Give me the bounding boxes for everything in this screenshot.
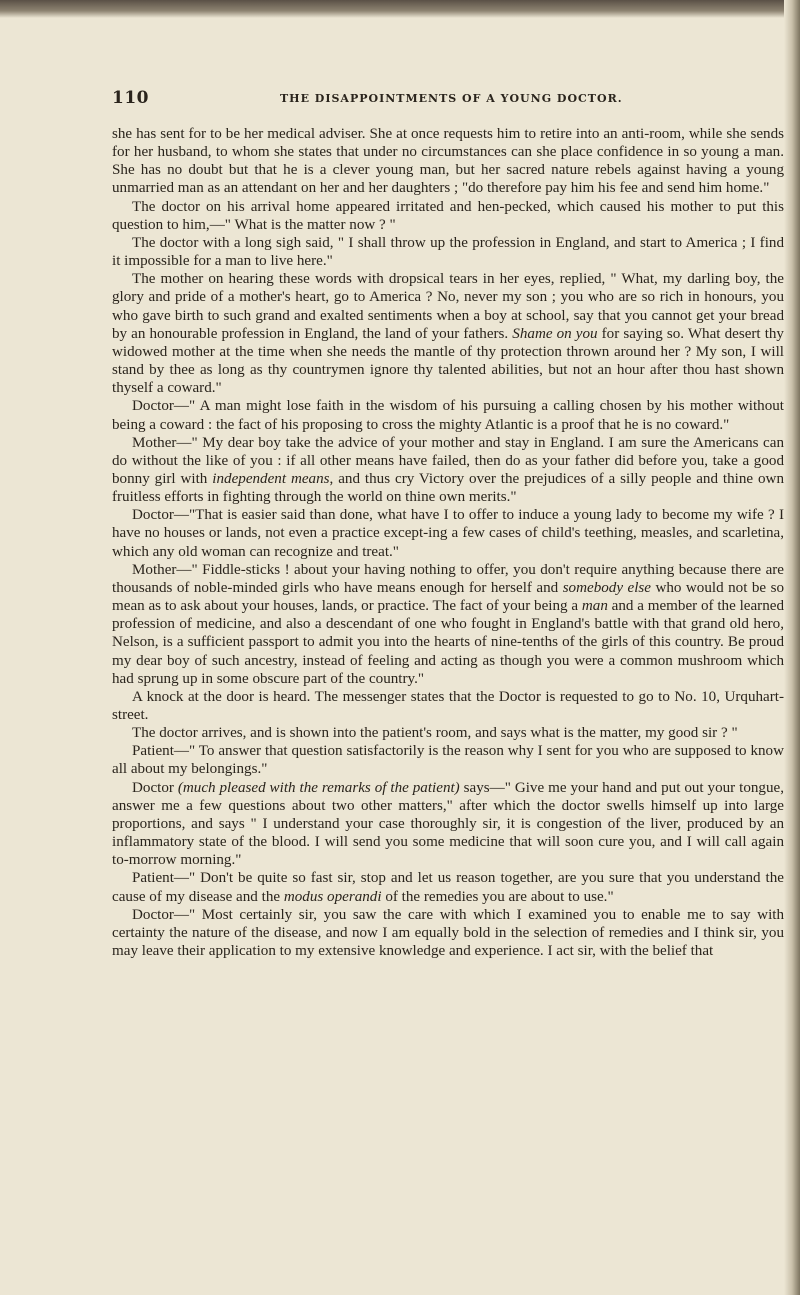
text-run: Mother—" Fiddle-sticks ! about your having nothing to offer, you don't require anything because there are thousands of noble-minded girls who have means enough for herself and [112,561,784,596]
text-run: says—" Give me your hand and put out your tongue, answer me a few questions about two other matters," after which the doctor swells himself up into large proportions, and says " I understand your case thoroughly sir, it is congestion of the liver, produced by an inflammatory state of the blood. I will send you some medicine that will soon cure you, and I will call again to-morrow morning." [112,779,785,869]
italic-text: Shame on you [512,325,598,342]
text-run: for saying so. What desert thy widowed mother at the time when she needs the mantle of thy protection thrown around her ? My son, I will stand by thee as long as thy countrymen ignore thy talented abilities, but not an hour after thou hast shown thyself a coward." [112,325,784,397]
text-run: Patient—" To answer that question satisfactorily is the reason why I sent for you who are supposed to know all about my belongings." [112,743,784,778]
paragraph-p14 [112,906,784,960]
text-run: Doctor—" Most certainly sir, you saw the care with which I examined you to enable me to say with certainty the nature of the disease, and now I am equally bold in the selection of remedies and I think sir, you may leave their application to my extensive knowledge and experience. I act sir, with the belief that [112,906,784,960]
text-run: Doctor [132,779,178,796]
text-run: The doctor arrives, and is shown into the patient's room, and says what is the matter, my good sir ? " [132,725,738,742]
page-gutter-shadow [784,0,800,1295]
text-run: and a member of the learned profession of medicine, and also a descendant of one who fought in England's battle with that grand old hero, Nelson, is a sufficient passport to admit you into the hearts of nine-tenths of the girls of this country. Be proud my dear boy of such ancestry, instead of feeling and acting as though you were a common mushroom which had sprung up in some obscure part of the country." [112,598,784,687]
italic-text: man [581,598,608,615]
text-run: , and thus cry Victory over the prejudices of a silly people and thine own fruitless efforts in fighting through the world on thine own merits." [112,470,785,506]
paragraph-p10 [112,724,784,742]
paragraph-p7 [112,506,784,560]
paragraph-p6 [112,434,784,507]
italic-text: modus operandi [283,888,382,905]
page-number: 110 [112,88,149,108]
page-header [112,88,788,112]
paragraph-p2 [112,198,784,234]
running-head: THE DISAPPOINTMENTS OF A YOUNG DOCTOR. [280,92,623,105]
text-run: The mother on hearing these words with dropsical tears in her eyes, replied, " What, my darling boy, the glory and pride of a mother's heart, go to America ? No, never my son ; you who are so rich in honours, you who gave birth to such grand and exalted sentiments when a boy at school, say that you cannot get your bread by an honourable profession in England, the land of your fathers. [112,271,784,342]
text-run: she has sent for to be her medical adviser. She at once requests him to retire into an anti-room, while she sends for her husband, to whom she states that under no circumstances can she place confidence in so young a man. She has no doubt but that he is a clever young man, but her sacred nature rebels against having a young unmarried man as an attendant on her and her daughters ; "do therefore pay him his fee and send him home." [112,126,784,197]
italic-text: (much pleased with the remarks of the patient) [177,779,460,796]
text-run: Mother—" My dear boy take the advice of your mother and stay in England. I am sure the Americans can do without the like of you : if all other means have failed, then do as your father did before you, take a good bonny girl with [112,434,784,487]
paragraph-p5 [112,397,784,433]
page-top-shadow [0,0,800,18]
text-run: Doctor—" A man might lose faith in the wisdom of his pursuing a calling chosen by his mother without being a coward : the fact of his proposing to cross the mighty Atlantic is a proof that he is no coward." [112,398,784,433]
italic-text: independent means [212,470,330,487]
text-run: of the remedies you are about to use." [381,888,614,905]
body-text [112,125,784,960]
paragraph-p4 [112,270,784,397]
text-run: who would not be so mean as to ask about your houses, lands, or practice. The fact of your being a [112,579,784,615]
text-run: Doctor—"That is easier said than done, what have I to offer to induce a young lady to become my wife ? I have no houses or lands, not even a practice except-ing a few cases of child's teething, measles, and scarletina, which any old woman can recognize and treat." [112,507,784,560]
paragraph-p11 [112,742,784,778]
paragraph-p3 [112,234,784,270]
paragraph-p1 [112,125,784,198]
paragraph-p8 [112,561,784,688]
text-run: The doctor on his arrival home appeared irritated and hen-pecked, which caused his mother to put this question to him,—" What is the matter now ? " [112,198,784,233]
text-run: Patient—" Don't be quite so fast sir, stop and let us reason together, are you sure that you understand the cause of my disease and the [112,870,784,905]
italic-text: somebody else [562,579,651,596]
text-run: The doctor with a long sigh said, " I shall throw up the profession in England, and start to America ; I find it impossible for a man to live here." [112,234,784,270]
paragraph-p13 [112,869,784,905]
text-run: A knock at the door is heard. The messenger states that the Doctor is requested to go to No. 10, Urquhart-street. [112,688,784,723]
paragraph-p12 [112,779,784,870]
paragraph-p9 [112,688,784,724]
